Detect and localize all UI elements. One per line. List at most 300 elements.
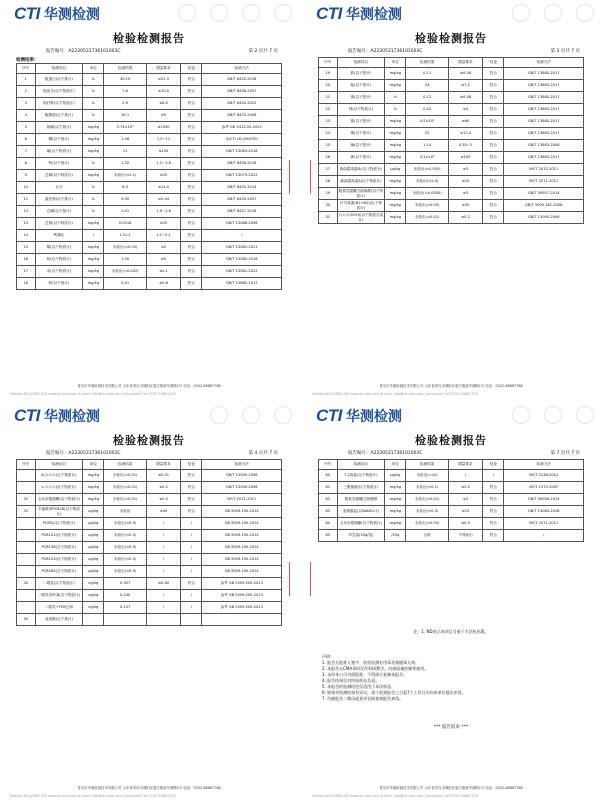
table-row [319,92,584,104]
table-cell: ng/kg [83,590,104,602]
table-cell: % [83,86,104,98]
table-cell: NY/T 2070-2011 [504,164,584,176]
table-cell: 符合 [483,530,504,542]
table-cell: 0.147 [104,602,146,614]
table-cell: 未检出(<0.05) [104,242,146,254]
table-cell: NY/T 2071-2011 [202,494,282,506]
seam-stamp [304,160,311,194]
table-cell: ≥60 [448,116,482,128]
column-header: 检测方法 [202,64,282,74]
table-cell: GB 5009.190-2014 [202,566,282,578]
table-header-row [17,64,282,74]
column-header: 结论 [181,64,202,74]
brand-name: 华测检测 [43,7,100,23]
table-cell: mg/kg [83,134,104,146]
table-cell: μg/kg [385,164,406,176]
table-cell: μg/kg [83,518,104,530]
table-cell: ≥0.44 [146,194,180,206]
seal-icon [274,4,292,22]
table-cell: μg/kg [385,470,406,482]
table-row [319,506,584,518]
table-cell: 9 [17,170,36,182]
table-cell: 未检出(<0.002) [104,266,146,278]
table-cell: 符合 [483,506,504,518]
seam-stamp [304,562,311,596]
table-cell: 符合 [483,494,504,506]
table-row [17,206,282,218]
table-cell: % [385,104,406,116]
table-cell: GB 5009.190-2014 [202,530,282,542]
table-cell: 65 [319,530,338,542]
hotline-text: Hotline 400-6788-333 www.cti-cert.com E-mail: info@cti-cert.com Complaint Call 0755-33681700 [312,794,478,798]
table-cell: GB/T 13885-2017 [504,80,584,92]
report-notes [322,654,580,702]
table-cell: 氯化物(以干基计) [35,194,83,206]
table-cell: 二噁英类PCB(以干物质计) [35,590,83,602]
table-cell [17,470,36,482]
table-cell: 符合 [181,266,202,278]
column-header: 序号 [17,64,36,74]
table-row [17,602,282,614]
report-no: A2230531736101003C [68,451,121,456]
column-header: 结论 [483,460,504,470]
table-cell: 符合 [181,98,202,110]
table-row [17,530,282,542]
table-cell: 10 [17,182,36,194]
table-cell [17,518,36,530]
table-cell: 六六六(HCH)(以干物质含量计) [338,213,384,222]
table-cell: ≤14.0 [146,182,180,194]
table-row [319,152,584,164]
table-cell: 未检出(<0.05) [406,518,448,530]
seam-stamp [289,562,296,596]
table-cell: ≤0.2 [448,212,482,224]
table-cell: ≥12.4 [448,128,482,140]
table-cell: ≥0.8 [146,278,180,290]
brand-logo [14,406,100,426]
table-row [17,74,282,86]
table-cell: 0.11 [406,68,448,80]
brand-name: 华测检测 [345,7,402,23]
table-cell: PCB101(以干物质计) [35,530,83,542]
hotline-text: Hotline 400-6788-333 www.cti-cert.com E-mail: info@cti-cert.com Complaint Call 0755-33681700 [10,392,176,396]
table-cell: 参考 GB 5009.205-2013 [202,578,282,590]
table-cell: 17 [17,266,36,278]
table-row [17,566,282,578]
table-cell: ≤15 [448,506,482,518]
table-cell: 3.1×10³ [406,152,448,164]
table-cell: 符合 [181,218,202,230]
table-cell: 25 [319,140,338,152]
table-cell: 1 [17,74,36,86]
table-cell: 11 [104,146,146,158]
table-cell: μg/kg [83,566,104,578]
table-cell: 1.0~1.6 [146,206,180,218]
table-cell: 铁(以干基计) [337,68,385,80]
table-cell: mg/kg [385,200,406,212]
note-line: 1. 报告无批准人签字、检验检测专用章及骑缝章无效。 [322,660,420,665]
table-cell [181,614,202,626]
table-cell: 胆碱(以干基计) [35,122,83,134]
table-cell [17,542,36,554]
table-cell: PCB153(以干物质计) [35,554,83,566]
table-row [17,482,282,494]
table-cell: 符合 [181,470,202,482]
table-cell: GB/T 13079-2022 [202,170,282,182]
table-cell: 符合 [483,140,504,152]
table-cell: 粗灰分(以干物质计) [35,86,83,98]
table-cell: 24 [319,128,338,140]
table-cell: mg/kg [385,494,406,506]
page-label: 第 2 页共 7 页 [248,49,278,54]
table-row [17,542,282,554]
report-title: 检验检测报告 [415,32,487,45]
table-cell: ≥1500 [146,122,180,134]
footer-address: 青岛市华测检测技术有限公司 山东省青岛市城阳区夏庄街道华测路1号 电话：0532-88887788 [379,786,523,790]
table-cell: ≤10 [146,170,180,182]
table-cell: ≤0.60 [146,578,180,590]
column-header: 检测方法 [504,460,584,470]
table-cell: ≤0.01 [146,470,180,482]
table-cell: ng/kg [83,578,104,590]
table-row [319,164,584,176]
table-cell: / [181,542,202,554]
table-cell: 符合 [181,578,202,590]
table-cell: 参考 GB 5413.20-2022 [202,122,282,134]
table-cell: GB/T 13885-2017 [504,152,584,164]
table-cell: γ-六六六(以干物质计) [35,482,83,494]
table-cell: GB/T 6435-2014 [202,182,282,194]
table-cell: 符合 [483,176,504,188]
table-row [319,80,584,92]
table-cell: 符合 [181,86,202,98]
table-cell [104,614,146,626]
table-cell: / [504,530,584,542]
table-row [17,170,282,182]
seam-stamp [289,160,296,194]
table-cell: 12 [17,206,36,218]
table-cell: 8 [17,158,36,170]
table-cell: / [181,590,202,602]
table-row [319,518,584,530]
column-header: 限量要求 [448,58,482,68]
table-cell: mg/kg [385,152,406,164]
table-cell: 水分 [35,182,83,194]
table-cell [146,614,180,626]
table-cell: PCB52(以干物质计) [35,518,83,530]
seal-icon [210,406,228,424]
table-row [319,68,584,80]
table-cell: NY/T 1372-2007 [504,482,584,494]
table-cell: 符合 [181,170,202,182]
table-cell: 31 [319,212,338,224]
table-cell: 35 [17,614,36,626]
page-label: 第 4 页共 7 页 [248,451,278,456]
table-cell: 符合 [181,182,202,194]
table-cell: 16 [17,254,36,266]
table-cell [202,614,282,626]
table-row [319,188,584,200]
note-line: 声明： [322,654,334,659]
report-no: A2230531736101003C [68,49,121,54]
table-cell: 0.240 [104,590,146,602]
table-row [17,554,282,566]
seal-icon [242,4,260,22]
seal-icon [210,4,228,22]
table-cell: PCB138(以干物质计) [35,542,83,554]
table-cell: 未检出(<10) [406,470,448,482]
table-cell: / [202,230,282,242]
table-cell: μg/kg [83,554,104,566]
table-cell: mg/kg [83,266,104,278]
brand-cti: CTI [14,4,40,23]
table-cell: 符合 [181,230,202,242]
table-cell: / [181,530,202,542]
table-cell: GB/T 6432-2018 [202,74,282,86]
table-cell: / [83,230,104,242]
table-row [319,140,584,152]
table-cell: mg/kg [385,68,406,80]
table-cell: 30 [319,200,338,212]
table-cell: 二噁英(以干物质计) [35,578,83,590]
table-cell: GB/T 6437-2018 [202,206,282,218]
table-cell: GB/T 13088-2006 [202,218,282,230]
table-cell: 锰(以干基计) [337,80,385,92]
table-cell: mg/kg [83,470,104,482]
table-row [319,176,584,188]
table-cell [17,566,36,578]
table-row [17,266,282,278]
table-cell: 符合 [181,146,202,158]
end-mark: *** 报告结束 *** [433,725,469,730]
table-cell: 粗脂肪(以干基计) [35,110,83,122]
table-row [17,278,282,290]
table-cell: 净含量(25g/袋) [337,530,385,542]
table-row [319,212,584,224]
table-row [17,194,282,206]
table-row [17,182,282,194]
table-cell: 三聚氰胺(以干物质计) [337,482,385,494]
note-line: 7. 扫描报告二维码或登录官网查询报告真伪。 [322,696,404,701]
table-cell: GB/T 13885-2017 [202,278,282,290]
table-cell: 未检出(<0.01) [104,470,146,482]
table-cell: 29 [319,188,338,200]
table-cell: 脱氧雪腐镰刀菌烯醇 [337,494,385,506]
table-cell: 脱氧雪腐镰刀菌烯醇(以干物质计) [338,189,384,198]
table-cell: 氟(以干物质计) [35,146,83,158]
table-cell: 参考 GB 5009.205-2013 [202,602,282,614]
table-cell: ≤10.0 [146,86,180,98]
column-header: 结论 [483,58,504,68]
note-line: 4. 报告结果仅对所检样品负责。 [322,678,380,683]
table-cell: 符合 [483,518,504,530]
table-cell: / [483,470,504,482]
column-header: 检测结果 [406,58,448,68]
table-cell: ≥0.06 [448,68,482,80]
table-cell: 未检出(<0.005) [406,164,448,176]
table-cell: mg/kg [385,212,406,224]
table-cell: 未检出(<0.01) [406,212,448,224]
table-cell: / [146,542,180,554]
table-cell: 铅(以干物质计) [35,254,83,266]
table-cell: GB/T 6433-2006 [202,110,282,122]
table-row [17,134,282,146]
table-cell: / [146,566,180,578]
table-cell [17,590,36,602]
table-cell: 未检出(<0.05) [406,200,448,212]
table-cell: GB/T 30957-2014 [504,188,584,200]
column-header: 限量要求 [146,64,180,74]
table-cell: 粗纤维(以干物质计) [35,98,83,110]
report-page-3 [302,0,600,398]
report-meta [46,48,278,54]
table-cell: 符合 [483,68,504,80]
table-row [17,110,282,122]
table-cell: ≤10 [146,218,180,230]
table-cell: 符合 [181,242,202,254]
table-row [319,530,584,542]
seal-icon [242,406,260,424]
table-cell: μg/kg [83,530,104,542]
table-cell: GB/T 13885-2017 [504,128,584,140]
watermark-seals [512,4,594,22]
table-cell: 总磷(以干基计) [35,206,83,218]
table-cell: 1.01 [104,206,146,218]
results-table [318,459,584,542]
table-cell: NY/T 2071-2011 [504,518,584,530]
table-row [17,470,282,482]
table-cell [17,530,36,542]
column-header: 限量要求 [448,460,482,470]
table-cell: 汞(以干物质计) [35,266,83,278]
table-cell: 21 [319,92,338,104]
column-header: 单位 [83,64,104,74]
table-cell: 符合 [181,482,202,494]
table-cell: 玉米赤霉烯酮(以干物质计) [337,518,385,530]
table-cell: 铜(以干基计) [337,128,385,140]
table-row [319,116,584,128]
brand-name: 华测检测 [43,409,100,425]
table-cell: μg/kg [83,542,104,554]
table-cell: 符合 [483,92,504,104]
report-meta [46,450,278,456]
table-cell [17,602,36,614]
table-cell: ≥5 [146,110,180,122]
table-cell: μg/kg [83,506,104,518]
table-cell: ≤50 [448,200,482,212]
table-cell: 镉(以干物质计) [35,242,83,254]
table-cell: PCB180(以干物质计) [35,566,83,578]
table-cell: 符合 [181,134,202,146]
table-cell: 60 [319,470,338,482]
table-cell: 0.90 [104,194,146,206]
table-cell: ≤5 [146,254,180,266]
table-cell: 亚硝酸盐(以NaNO₂计) [337,506,385,518]
results-table [318,57,584,224]
table-cell: 未检出(<0.1) [104,170,146,182]
table-cell: 5.74×10³ [104,122,146,134]
column-header: 检测方法 [202,460,282,470]
table-cell: 未检出(<0.5) [104,530,146,542]
table-cell: 7.6 [104,86,146,98]
table-cell: 6 [17,134,36,146]
table-cell: 1.14 [406,140,448,152]
table-cell: ≥22.5 [146,74,180,86]
table-cell: GB/T 13085-2018 [504,506,584,518]
table-cell: GB/T 13885-2017 [504,116,584,128]
table-cell: Q/CTI LD-QH0700 [202,134,282,146]
table-cell: GB/T 13081-2022 [202,266,282,278]
table-cell: 符合 [483,80,504,92]
table-row [17,218,282,230]
table-cell: 14 [17,230,36,242]
table-cell: % [83,98,104,110]
table-cell: % [83,194,104,206]
table-cell: 锌(以干基计) [35,278,83,290]
report-title: 检验检测报告 [415,434,487,447]
table-row [17,518,282,530]
table-cell: 0.307 [104,578,146,590]
table-cell: 硒(以干基计) [337,140,385,152]
table-cell: 13 [17,218,36,230]
table-cell: GB/T 13883-2008 [504,140,584,152]
column-header: 检测项目 [337,58,385,68]
table-cell: mg/kg [385,116,406,128]
watermark-seals [178,4,292,22]
table-cell: 4.5×10² [406,116,448,128]
table-cell: 碘(以干基计) [35,134,83,146]
table-cell: 1.31:1 [104,230,146,242]
report-title: 检验检测报告 [113,434,185,447]
table-cell: 未检出(<0.01) [104,494,146,506]
table-cell: ≤2 [146,242,180,254]
page-label: 第 7 页共 7 页 [550,451,580,456]
seal-icon [274,406,292,424]
table-cell: / [181,602,202,614]
table-cell: % [83,110,104,122]
table-cell: 赭曲霉毒素A(以干物质计) [337,176,385,188]
table-remark: 注：1. ND表示该项目当低于方法检出限。 [413,629,489,634]
report-meta [348,450,580,456]
table-cell: GB/T 13080-2018 [202,254,282,266]
table-cell: mg/kg [83,122,104,134]
table-cell: 33 [17,506,36,518]
table-cell: mg/kg [83,242,104,254]
table-row [17,494,282,506]
table-cell: % [83,74,104,86]
footer-hotline [312,794,590,798]
table-cell: GB/T 13090-2006 [504,212,584,224]
table-row [17,578,282,590]
table-cell: 符合 [483,164,504,176]
table-cell: 27 [319,164,338,176]
table-cell: 符合 [483,188,504,200]
table-cell: 2.9 [104,98,146,110]
table-cell: 符合 [483,128,504,140]
table-cell: ng/kg [83,602,104,614]
results-table [16,63,282,290]
report-no-label: 报告编号： [46,49,69,54]
table-cell: GB/T 6439-2007 [202,194,282,206]
table-cell: 钠(以干基计) [337,92,385,104]
table-cell: mg/kg [385,188,406,200]
table-cell: GB/T 13082-2021 [202,242,282,254]
table-cell: % [385,92,406,104]
table-row [319,200,584,212]
table-cell: GB/T 13885-2017 [504,104,584,116]
table-cell: ≤0.5 [146,494,180,506]
table-cell: GB/T 13885-2017 [504,92,584,104]
